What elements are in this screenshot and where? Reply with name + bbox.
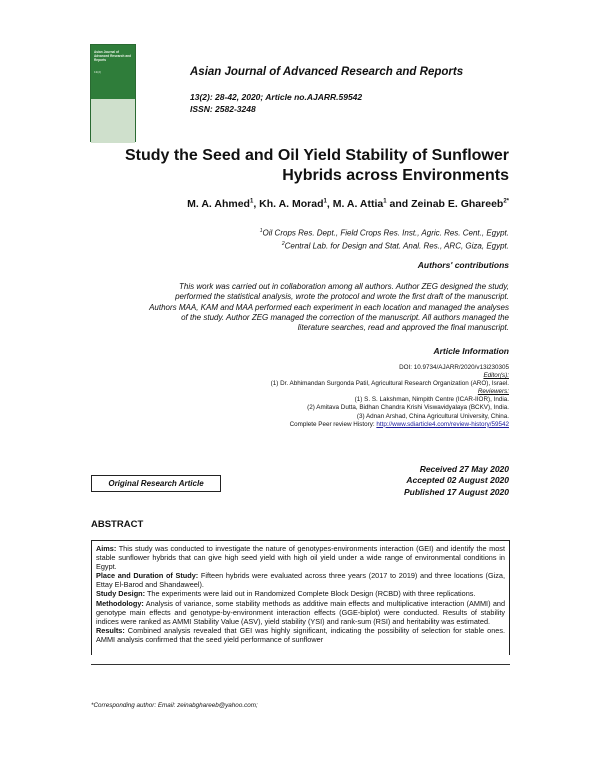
author-sup: 1 [323, 198, 327, 205]
abstract-text: Combined analysis revealed that GEI was highly significant, indicating the possibility of selection for stable ones. AMMI analysis confirmed that the seed yield performance of sunflower [96, 625, 505, 644]
article-info-heading: Article Information [433, 346, 509, 356]
contributions-line: Authors MAA, KAM and MAA performed each experiment in each location and managed the analyses [149, 302, 509, 312]
author-sep: , [326, 198, 333, 210]
affiliation-sup: 1 [259, 228, 263, 234]
author-name: Zeinab E. Ghareeb [411, 198, 504, 210]
journal-cover-image [90, 44, 136, 142]
reviewer-item: (3) Adnan Arshad, China Agricultural University, China. [356, 412, 509, 420]
author-sep: and [386, 198, 412, 210]
contributions-line: This work was carried out in collaboration among all authors. Author ZEG designed the study, [179, 282, 509, 291]
abstract-section [96, 544, 505, 571]
reviewer-item: (2) Amitava Dutta, Bidhan Chandra Krishi Viswavidyalaya (BCKV), India. [307, 404, 509, 412]
contributions-line: of the study. Author ZEG managed the correction of the manuscript. All authors managed the [181, 312, 509, 322]
paper-title-line: Hybrids across Environments [282, 167, 509, 184]
cover-issue: 13(2) [94, 70, 102, 74]
author-name: M. A. Attia [332, 198, 384, 210]
abstract-label: Aims: [96, 544, 117, 553]
author-name: M. A. Ahmed [187, 198, 250, 210]
abstract-box [91, 540, 510, 655]
abstract-label: Results: [96, 625, 125, 635]
affiliation-text: Oil Crops Res. Dept., Field Crops Res. Inst., Agric. Res. Cent., Egypt. [262, 228, 509, 238]
abstract-section [96, 589, 505, 598]
abstract-text: Fifteen hybrids were evaluated across three years (2017 to 2019) and three locations (Giza, Ettay El-Barod and Shandaweel). [96, 571, 506, 590]
abstract-text: This study was conducted to investigate the nature of genotypes-environments interaction (GEI) and identify the most stable sunflower hybrids that can give high seed yield with high oil yield under a wide range of environmental conditions in Egypt. [96, 544, 505, 572]
reviewers-label: Reviewers: [477, 388, 509, 396]
author-sup: 1 [249, 198, 254, 205]
abstract-label: Study Design: [96, 589, 146, 599]
footnote-divider [91, 664, 510, 665]
editors-label: Editor(s): [483, 372, 509, 380]
published-date: Published 17 August 2020 [403, 486, 509, 497]
article-type-box: Original Research Article [91, 475, 221, 492]
review-history [271, 421, 509, 429]
cover-band [91, 99, 135, 143]
reviewer-item: (1) S. S. Lakshman, Nimpith Centre (ICAR-IIOR), India. [354, 396, 509, 404]
review-history-label: Complete Peer review History: [289, 420, 377, 428]
paper-title [79, 146, 509, 186]
abstract-section [96, 626, 505, 644]
article-info [271, 364, 509, 429]
abstract-text: Analysis of variance, some stability methods as additive main effects and multiplicative interaction (AMMI) and genotype main effects and genotype-by-environment interaction effects (GGE-biplot) were conducted. Results of stability indices were ranked as AMMI Stability Value (ASV), yield stability (YSI) and rank-sum (RSI) and heritability was estimated. [96, 598, 506, 626]
journal-name: Asian Journal of Advanced Research and Reports [190, 66, 464, 78]
review-history-link[interactable]: http://www.sdiarticle4.com/review-history/59542 [376, 420, 509, 428]
contributions-text [89, 282, 509, 333]
abstract-text: The experiments were laid out in Randomized Complete Block Design (RCBD) with three replications. [146, 589, 476, 599]
abstract-section [96, 599, 505, 626]
journal-citation: 13(2): 28-42, 2020; Article no.AJARR.59542 [190, 92, 363, 102]
affiliation-sup: 2 [281, 240, 285, 247]
author-list [187, 198, 509, 210]
contributions-line: literature searches, read and approved the final manuscript. [297, 323, 509, 333]
corresponding-author-footnote: *Corresponding author: Email: zeinabghareeb@yahoo.com; [91, 702, 258, 709]
author-name: Kh. A. Morad [259, 198, 324, 210]
author-sup: 1 [383, 198, 387, 205]
affiliation [260, 226, 509, 239]
accepted-date: Accepted 02 August 2020 [406, 475, 509, 486]
abstract-section [96, 571, 505, 589]
contributions-line: performed the statistical analysis, wrote the protocol and wrote the first draft of the manuscript. [175, 292, 509, 302]
abstract-heading: ABSTRACT [91, 519, 144, 530]
contributions-heading: Authors' contributions [417, 260, 509, 270]
cover-title: Asian Journal of Advanced Research and Reports [94, 50, 132, 62]
editor-item: (1) Dr. Abhimandan Surgonda Patil, Agricultural Research Organization (ARO), Israel. [270, 380, 509, 388]
affiliations [260, 226, 509, 251]
abstract-label: Methodology: [96, 598, 144, 608]
paper-title-line: Study the Seed and Oil Yield Stability of Sunflower [124, 147, 509, 164]
received-date: Received 27 May 2020 [419, 464, 509, 474]
journal-issn: ISSN: 2582-3248 [190, 104, 256, 114]
author-sup: 2* [503, 198, 509, 205]
article-dates [404, 464, 509, 498]
author-sep: , [253, 198, 260, 210]
doi: DOI: 10.9734/AJARR/2020/v13i230305 [399, 364, 509, 371]
affiliation-text: Central Lab. for Design and Stat. Anal. Res., ARC, Giza, Egypt. [284, 241, 509, 251]
affiliation [260, 239, 509, 252]
abstract-label: Place and Duration of Study: [96, 571, 199, 581]
